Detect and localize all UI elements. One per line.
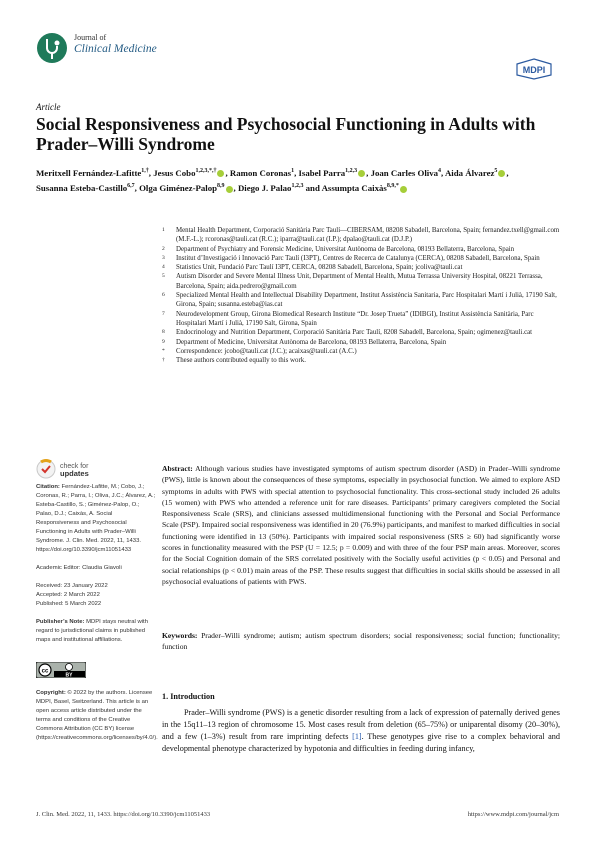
reference-link[interactable]: [1] [352,732,362,741]
affiliation-number: * [162,347,165,354]
received-date: Received: 23 January 2022 [36,583,108,589]
author-name: Assumpta Caixàs [321,183,387,194]
affiliation-number: 9 [162,338,165,345]
affiliation-text: Department of Medicine, Universitat Autònoma de Barcelona, 08193 Bellaterra, Barcelona, Spain [176,338,447,346]
author-name: Meritxell Fernández-Lafitte [36,167,142,178]
copyright-text: © 2022 by the authors. Licensee MDPI, Basel, Switzerland. This article is an open access article distributed under the terms and conditions of the Creative Commons Attribution (CC BY) license (https://creativecommons.org/licenses/by/4.0/). [36,690,158,741]
introduction-paragraph [162,707,560,755]
affiliation-text: Neurodevelopment Group, Girona Biomedical Research Institute “Dr. Josep Trueta” (IDIBGI), Institut Assistència Sanitària, Parc Hospitalari Martí i Julià, 17190 Salt, Girona, Spain [176,310,534,327]
abstract [162,463,560,587]
affiliation-item [162,291,562,310]
author-name: Susanna Esteba-Castillo [36,183,128,194]
affiliation-text: Mental Health Department, Corporació Sanitària Parc Taulí—CIBERSAM, 08208 Sabadell, Barcelona, Spain; fernandez.txell@gmail.com (M.F.-L.); rcoronas@tauli.cat (R.C.); iparra@tauli.cat (I.P.); dpalao@tauli.cat (D.J.P.) [176,227,560,244]
journal-name-line2: Clinical Medicine [74,43,157,55]
publisher-note-label: Publisher’s Note: [36,619,85,625]
cc-by-license-icon[interactable] [36,662,86,678]
author-affiliation-sup: 8,9 [217,183,225,190]
affiliation-text: Correspondence: jcobo@tauli.cat (J.C.); acaixas@tauli.cat (A.C.) [176,347,357,355]
sidebar [36,483,156,752]
author-name: Aida Álvarez [444,167,495,178]
affiliation-item [162,356,562,365]
author-affiliation-sup: 1,2,3 [291,183,304,190]
keywords-label: Keywords: [162,631,198,640]
affiliation-number: † [162,357,165,364]
citation-label: Citation: [36,484,60,490]
footer-journal-url[interactable]: https://www.mdpi.com/journal/jcm [467,811,559,818]
check-updates-line2: updates [60,469,89,478]
svg-text:BY: BY [65,672,73,678]
publisher-note [36,618,156,645]
affiliation-item [162,328,562,337]
affiliation-item [162,245,562,254]
affiliation-number: 4 [162,264,165,271]
affiliation-text: Specialized Mental Health and Intellectual Disability Department, Institut Assistència Sanitaria, Parc Hospitalari Martí i Julià, 17190 Salt, Girona, Spain; susanna.esteba@ias.cat [176,292,557,309]
affiliation-number: 1 [162,227,165,233]
affiliation-number: 7 [162,310,165,317]
author-list: Meritxell Fernández-Lafitte$^{1,\dagger}$, Jesus Cobo$^{1,2,3,*,\dagger}$ , Ramon Coronas$^1$, Isabel Parra$^{1,2,3}$ , Joan Carles Oliva$^4$, Aida Álvarez$^5$ , Susanna Esteba-Castillo$^{6,7}$, Olga Giménez-Palop$^{8,9}$ , Diego J. Palao$^{1,2,3}$ and Assumpta Caixàs$^{8,9,*}$ [36,167,509,194]
author-name: Diego J. Palao [237,183,292,194]
author-affiliation-sup: 1,2,3 [345,168,358,174]
academic-editor: Academic Editor: Claudia Giavoli [36,565,122,571]
check-updates-line1: check for [60,463,89,470]
orcid-icon[interactable] [400,186,407,193]
keywords-text: Prader–Willi syndrome; autism; autism spectrum disorders; social responsiveness; social function; functionality; function [162,631,560,652]
copyright-label: Copyright: [36,690,66,696]
affiliation-item [162,254,562,263]
affiliation-number: 2 [162,245,165,252]
intro-text-a: Prader–Willi syndrome (PWS) is a genetic disorder resulting from a lack of expression of paternally derived genes in the 15q11–13 region of chromosome 15. Most cases result from deletion (65–75%) or uniparental disomy (20–30%), and a few (1–3%) result from rare imprinting defects [162,708,560,741]
citation-block [36,483,156,555]
affiliation-text: Autism Disorder and Severe Mental Illness Unit, Department of Mental Health, Mutua Terrassa University Hospital, 08221 Terrassa, Barcelona, Spain; aida.pedrero@gmail.com [176,273,543,290]
affiliation-text: Endocrinology and Nutrition Department, Corporació Sanitària Parc Taulí, 8208 Sabadell, Barcelona, Spain; ogimenez@tauli.cat [176,329,533,337]
affiliation-item [162,310,562,329]
affiliation-text: These authors contributed equally to this work. [176,357,306,365]
citation-text[interactable]: Fernández-Lafitte, M.; Cobo, J.; Coronas, R.; Parra, I.; Oliva, J.C.; Álvarez, A.; Esteba-Castillo, S.; Giménez-Palop, O.; Palao, D.J.; Caixàs, A. Social Responsiveness and Psychosocial Functioning in Adults with Prader–Willi Syndrome. J. Clin. Med. 2022, 11, 1433. https://doi.org/10.3390/jcm11051433 [36,484,156,553]
svg-text:cc: cc [41,668,49,675]
author-name: Joan Carles Oliva [370,167,439,178]
section-heading-introduction: 1. Introduction [162,692,215,701]
author-name: Isabel Parra [298,167,346,178]
affiliation-number: 3 [162,254,165,261]
keywords [162,630,560,653]
intro-text-b: . These genotypes give rise to a complex behavioral and developmental phenotype characterized by hypotonia and difficulties in feeding during infancy, [162,732,560,753]
article-title: Social Responsiveness and Psychosocial Functioning in Adults with Prader–Willi Syndrome [36,114,536,154]
author-affiliation-sup: 1,2,3,*,† [195,168,217,174]
author-affiliation-sup: 4 [438,168,442,174]
publisher-note-text: MDPI stays neutral with regard to jurisdictional claims in published maps and institutional affiliations. [36,619,148,643]
journal-name-line1: Journal of [74,33,107,42]
author-affiliation-sup: 1 [291,168,295,174]
orcid-icon[interactable] [358,170,365,177]
author-affiliation-sup: 8,9,* [386,183,399,190]
author-name: Olga Giménez-Palop [139,183,218,194]
affiliation-item [162,226,562,245]
affiliations-list [162,226,562,365]
accepted-date: Accepted: 2 March 2022 [36,592,100,598]
journal-logo-icon [36,30,68,66]
affiliation-item [162,338,562,347]
mdpi-logo-text: MDPI [522,65,546,75]
author-name: Jesus Cobo [153,167,196,178]
author-affiliation-sup: 6,7 [127,183,135,190]
affiliation-item [162,263,562,272]
affiliation-text: Statistics Unit, Fundació Parc Taulí I3PT, CERCA, 08208 Sabadell, Barcelona, Spain; jcoliva@tauli.cat [176,264,463,272]
author-affiliation-sup: 5 [494,168,498,174]
affiliation-item [162,272,562,291]
copyright-block [36,689,156,743]
published-date: Published: 5 March 2022 [36,601,102,607]
orcid-icon[interactable] [498,170,505,177]
footer-citation[interactable]: J. Clin. Med. 2022, 11, 1433. https://doi.org/10.3390/jcm11051433 [36,811,211,818]
affiliation-item [162,347,562,356]
orcid-icon[interactable] [226,186,233,193]
abstract-text: Although various studies have investigated symptoms of autism spectrum disorder (ASD) in Prader–Willi syndrome (PWS), little is known about the consequences of these symptoms, especially in psychosocial function. We aimed to explore ASD symptoms in adults with PWS with special attention to psychosocial functionality. This cross-sectional study included 26 adults (15 women) with PWS who attended a reference unit for rare diseases. Participants’ primary caregivers completed the Social Responsiveness Scale (SRS), and clinicians assessed multidimensional functioning with the Personal and Social Performance Scale (PSP). Impaired social responsiveness was identified in 20 (76.9%) participants, and manifest to marked difficulties in social functioning were identified in 13 (50%). Participants with impaired social responsiveness (SRS ≥ 60) had significantly worse scores in functionality measured with the PSP (U = 12.5; p = 0.009) and with three of the four PSP main areas. Moreover, scores for the Social Cognition domain of the SRS correlated positively with the Socially useful activities (p < 0.05) and Personal and social relationships (p < 0.01) main areas of the PSP. These results suggest that difficulties in social skills should be assessed in all psychosocial evaluations of patients with PWS. [162,464,561,586]
affiliation-text: Department of Psychiatry and Forensic Medicine, Universitat Autònoma de Barcelona, 08193 Bellaterra, Barcelona, Spain [176,245,515,253]
affiliation-number: 8 [162,329,165,336]
orcid-icon[interactable] [217,170,224,177]
abstract-label: Abstract: [162,464,193,473]
affiliation-number: 5 [162,273,165,280]
affiliation-text: Institut d’Investigació i Innovació Parc Taulí (I3PT), Centres de Recerca de Catalunya (CERCA), 08208 Sabadell, Barcelona, Spain [176,254,540,262]
article-type: Article [36,102,61,112]
mdpi-logo-icon[interactable] [515,58,553,80]
author-affiliation-sup: 1,† [141,168,149,174]
affiliation-number: 6 [162,292,165,299]
check-for-updates-badge[interactable] [36,458,126,480]
author-name: Ramon Coronas [229,167,292,178]
